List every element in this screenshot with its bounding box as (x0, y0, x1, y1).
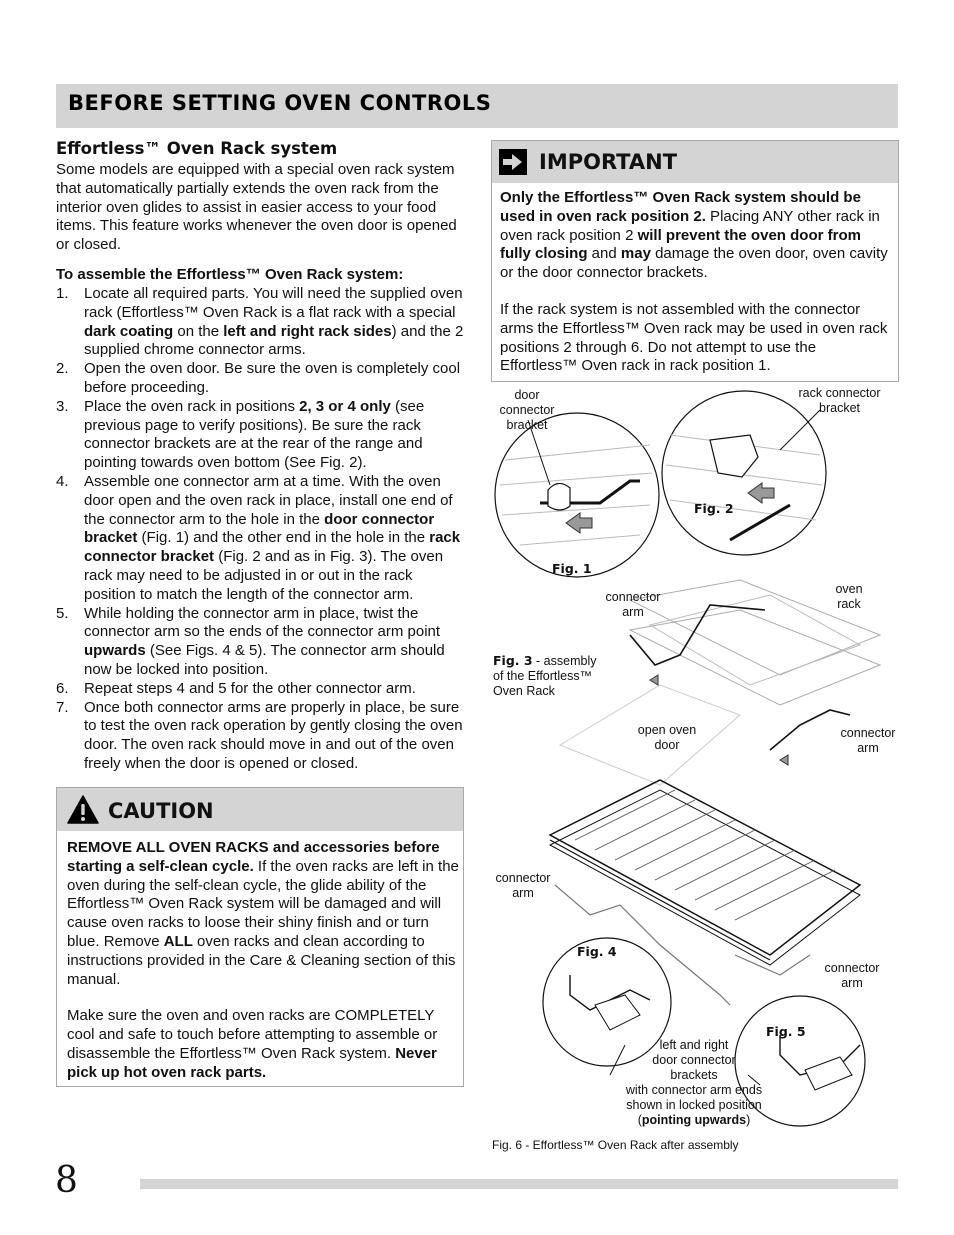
page-title: BEFORE SETTING OVEN CONTROLS (68, 91, 492, 115)
label-oven-rack: oven rack (835, 582, 863, 611)
step-text: Place the oven rack in positions (84, 397, 300, 415)
step-text: (Fig. 2 and as in Fig. 3). The oven rack may need to be adjusted in or out in the rack position to match the length of the connector arm. (84, 548, 444, 603)
caution-text: Make sure the oven and oven racks are COMPLETELY cool and safe to touch before attempting to assemble or disassemble the Effortless™ Oven Rack system. (67, 1007, 438, 1062)
step-bold: door connector bracket (84, 510, 435, 547)
important-text: Placing ANY other rack in oven rack position 2 (500, 207, 880, 244)
important-paragraph-1 (500, 189, 894, 283)
label-rack-connector-bracket: rack connector bracket (798, 386, 881, 415)
step-item (56, 285, 468, 360)
step-number: 3. (56, 397, 69, 415)
fig3-label: Fig. 3 (493, 653, 533, 668)
fig1-label: Fig. 1 (552, 561, 592, 576)
step-text: on the (173, 322, 224, 340)
step-number: 7. (56, 698, 69, 716)
step-number: 5. (56, 604, 69, 622)
important-title: IMPORTANT (539, 150, 678, 174)
step-item (56, 699, 468, 774)
arrow-right-icon (499, 149, 527, 175)
label-door-connector-bracket: door connector bracket (499, 388, 555, 432)
fig6-rack (550, 780, 860, 1005)
step-text: ) and the 2 supplied chrome connector arms. (84, 322, 464, 359)
step-text: Once both connector arms are properly in place, be sure to test the oven rack operation by gently closing the oven door. The oven rack should move in and out of the oven freely when the door is opened or closed. (84, 698, 463, 772)
step-text: (see previous page to verify positions). Be sure the rack connector brackets are at the rear of the range and pointing towards oven bottom (See Fig. 2). (84, 397, 425, 472)
rack-assembly-illustration (480, 385, 900, 1145)
paren-open: ( (637, 1113, 642, 1127)
brackets-note-text: left and right door connector brackets with connector arm ends shown in locked position (625, 1038, 763, 1112)
assemble-title: To assemble the Effortless™ Oven Rack system: (56, 266, 404, 283)
paren-close: ) (746, 1113, 751, 1127)
step-bold: dark coating (84, 322, 174, 340)
step-text: (See Figs. 4 & 5). The connector arm should now be locked into position. (84, 642, 445, 678)
label-connector-arm: connector arm (824, 961, 880, 990)
fig1-detail (495, 413, 659, 577)
caution-bold: ALL (163, 932, 193, 950)
caution-text: oven racks and clean according to instructions provided in the Care & Cleaning section of this manual. (67, 932, 456, 988)
important-bold: may (620, 245, 651, 263)
fig6-caption: Fig. 6 - Effortless™ Oven Rack after assembly (492, 1138, 739, 1152)
step-item (56, 605, 468, 680)
fig5-label: Fig. 5 (766, 1024, 806, 1039)
step-bold: 2, 3 or 4 only (299, 397, 391, 415)
fig3-caption (493, 653, 623, 699)
caution-bold: Never pick up hot oven rack parts. (67, 1044, 437, 1081)
warning-icon (67, 795, 99, 825)
fig2-label: Fig. 2 (694, 501, 734, 516)
step-item (56, 398, 468, 473)
label-open-oven-door: open oven door (637, 723, 697, 752)
caution-text: If the oven racks are left in the oven during the self-clean cycle, the glide ability of the Effortless™ Oven Rack system will be damaged and will cause oven racks to loose their shiny finish and or turn blue. Remove (67, 857, 459, 950)
important-text: and (587, 245, 621, 263)
page-number: 8 (55, 1160, 78, 1201)
important-text: damage the oven door, oven cavity or the door connector brackets. (500, 245, 888, 282)
footer-bar (140, 1179, 898, 1189)
label-connector-arm: connector arm (495, 871, 551, 900)
caution-bold: REMOVE ALL OVEN RACKS and accessories before starting a self-clean cycle. (67, 839, 440, 875)
important-body (500, 189, 894, 376)
step-item (56, 680, 468, 699)
caution-paragraph-2 (67, 1007, 459, 1082)
step-number: 1. (56, 285, 69, 302)
label-connector-arm: connector arm (840, 726, 896, 755)
step-number: 4. (56, 472, 69, 490)
pointing-upwards-label: pointing upwards (641, 1113, 747, 1127)
step-bold: left and right rack sides (223, 322, 392, 340)
step-item (56, 473, 468, 605)
caution-title: CAUTION (108, 799, 214, 823)
important-bold: Only the Effortless™ Oven Rack system should be used in oven rack position 2. (500, 189, 861, 225)
step-bold: rack connector bracket (84, 529, 461, 566)
step-text: Open the oven door. Be sure the oven is completely cool before proceeding. (84, 360, 461, 396)
caution-body (67, 839, 459, 1083)
section-title: Effortless™ Oven Rack system (56, 139, 338, 158)
label-connector-arm: connector arm (605, 590, 661, 619)
fig4-label: Fig. 4 (577, 944, 617, 959)
step-number: 2. (56, 360, 69, 378)
label-brackets-note (614, 1038, 774, 1128)
caution-paragraph-1 (67, 839, 459, 989)
step-text: Assemble one connector arm at a time. With the oven door open and the oven rack in place, install one end of the connector arm to the hole in the (84, 472, 453, 528)
intro-paragraph: Some models are equipped with a special oven rack system that automatically partially extends the oven rack from the interior oven glides to assist in easier access to your food items. This feature works whenever the oven door is opened or closed. (56, 161, 457, 254)
step-item (56, 360, 468, 398)
important-bold: will prevent the oven door from fully closing (500, 226, 861, 263)
fig3-caption-text: - assembly of the Effortless™ Oven Rack (493, 654, 597, 698)
step-bold: upwards (84, 642, 146, 660)
assembly-steps (56, 285, 468, 774)
step-text: While holding the connector arm in place, twist the connector arm so the ends of the connector arm point (84, 604, 441, 641)
step-text: Repeat steps 4 and 5 for the other connector arm. (84, 679, 416, 697)
step-text: Locate all required parts. You will need the supplied oven rack (Effortless™ Oven Rack is a flat rack with a special (84, 285, 463, 321)
step-text: (Fig. 1) and the other end in the hole in the (137, 529, 430, 547)
step-number: 6. (56, 679, 69, 697)
important-paragraph-2: If the rack system is not assembled with the connector arms the Effortless™ Oven rack may be used in oven rack positions 2 through 6. Do not attempt to use the Effortless™ Oven rack in rack position 1. (500, 300, 888, 375)
